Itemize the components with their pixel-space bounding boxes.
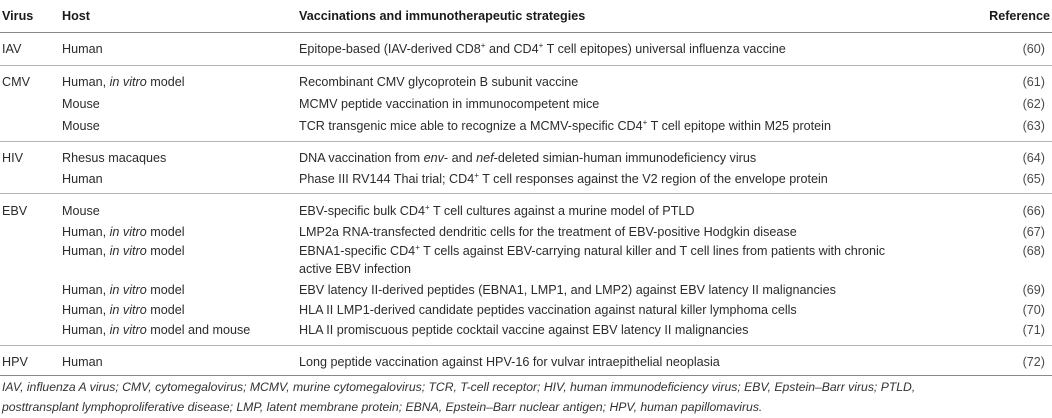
row-1-strategy: Recombinant CMV glycoprotein B subunit vaccine (299, 75, 579, 89)
row-6-virus: EBV (2, 204, 28, 218)
row-4-strategy: DNA vaccination from env- and nef-deleted simian-human immunodeficiency virus (299, 151, 757, 165)
row-4-reference: (64) (1022, 151, 1045, 165)
row-6-strategy: EBV-specific bulk CD4+ T cell cultures against a murine model of PTLD (299, 203, 695, 218)
header-vaccinations: Vaccinations and immunotherapeutic strategies (299, 9, 586, 23)
row-8-strategy: EBNA1-specific CD4+ T cells against EBV-carrying natural killer and T cell lines from patients with chronic (299, 243, 886, 258)
header-rule (0, 32, 1052, 33)
row-9-reference: (69) (1022, 283, 1045, 297)
row-1-virus: CMV (2, 75, 30, 89)
row-0-reference: (60) (1022, 42, 1045, 56)
row-0-host: Human (62, 42, 103, 56)
row-12-virus: HPV (2, 355, 28, 369)
row-7-strategy: LMP2a RNA-transfected dendritic cells for the treatment of EBV-positive Hodgkin disease (299, 225, 797, 239)
row-2-strategy: MCMV peptide vaccination in immunocompetent mice (299, 97, 600, 111)
header-reference: Reference (989, 9, 1050, 23)
row-11-strategy: HLA II promiscuous peptide cocktail vaccine against EBV latency II malignancies (299, 323, 749, 337)
row-3-reference: (63) (1022, 119, 1045, 133)
row-10-strategy: HLA II LMP1-derived candidate peptides vaccination against natural killer lymphoma cells (299, 303, 797, 317)
row-5-strategy: Phase III RV144 Thai trial; CD4+ T cell responses against the V2 region of the envelope protein (299, 171, 828, 186)
row-1-host: Human, in vitro model (62, 75, 185, 89)
row-5-reference: (65) (1022, 172, 1045, 186)
group-separator (0, 65, 1052, 66)
row-0-virus: IAV (2, 42, 22, 56)
row-8-reference: (68) (1022, 244, 1045, 258)
row-7-host: Human, in vitro model (62, 225, 185, 239)
row-1-reference: (61) (1022, 75, 1045, 89)
row-6-reference: (66) (1022, 204, 1045, 218)
row-9-strategy: EBV latency II-derived peptides (EBNA1, LMP1, and LMP2) against EBV latency II malignancies (299, 283, 836, 297)
group-separator (0, 141, 1052, 142)
row-10-host: Human, in vitro model (62, 303, 185, 317)
row-3-host: Mouse (62, 119, 100, 133)
row-4-host: Rhesus macaques (62, 151, 167, 165)
row-5-host: Human (62, 172, 103, 186)
row-7-reference: (67) (1022, 225, 1045, 239)
row-12-strategy: Long peptide vaccination against HPV-16 for vulvar intraepithelial neoplasia (299, 355, 720, 369)
row-2-host: Mouse (62, 97, 100, 111)
table-bottom-rule (0, 375, 1052, 376)
table-footnote (2, 377, 1050, 417)
row-0-strategy: Epitope-based (IAV-derived CD8+ and CD4+ T cell epitopes) universal influenza vaccine (299, 41, 786, 56)
group-separator (0, 345, 1052, 346)
row-11-reference: (71) (1022, 323, 1045, 337)
footnote-line-1: IAV, influenza A virus; CMV, cytomegalovirus; MCMV, murine cytomegalovirus; TCR, T-cell receptor; HIV, human immunodeficiency virus; EBV, Epstein–Barr virus; PTLD, (2, 380, 916, 394)
row-8-strategy-cont: active EBV infection (299, 262, 412, 276)
row-11-host: Human, in vitro model and mouse (62, 323, 251, 337)
row-3-strategy: TCR transgenic mice able to recognize a MCMV-specific CD4+ T cell epitope within M25 protein (299, 118, 831, 133)
row-8-host: Human, in vitro model (62, 244, 185, 258)
row-2-reference: (62) (1022, 97, 1045, 111)
group-separator (0, 193, 1052, 194)
row-4-virus: HIV (2, 151, 23, 165)
row-6-host: Mouse (62, 204, 100, 218)
row-9-host: Human, in vitro model (62, 283, 185, 297)
row-12-reference: (72) (1022, 355, 1045, 369)
row-12-host: Human (62, 355, 103, 369)
row-10-reference: (70) (1022, 303, 1045, 317)
header-host: Host (62, 9, 90, 23)
footnote-line-2: posttransplant lymphoproliferative disease; LMP, latent membrane protein; EBNA, Epstein–Barr nuclear antigen; HPV, human papillomavirus. (2, 400, 763, 414)
header-virus: Virus (2, 9, 34, 23)
